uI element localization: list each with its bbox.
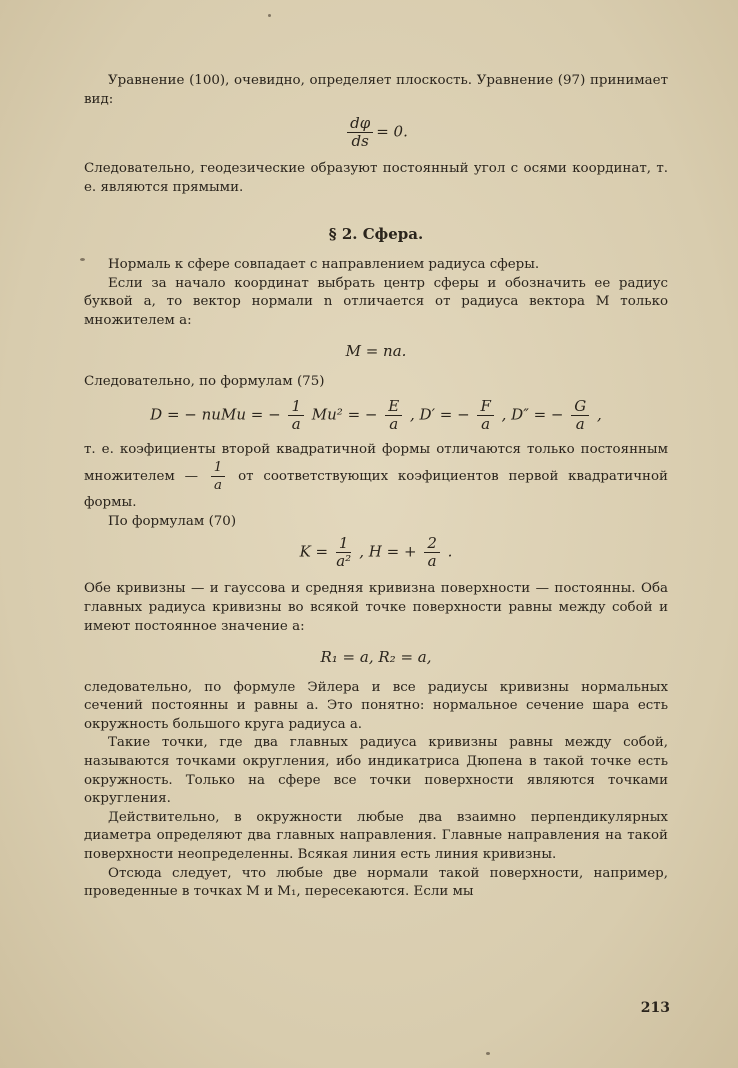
page-text (84, 72, 668, 902)
paragraph-5: Следовательно, по формулам (75) (84, 373, 325, 389)
print-speck (268, 14, 271, 17)
paragraph-10: Такие точки, где два главных радиуса кривизны равны между собой, называются точками округления, ибо индикатриса Дюпена в такой точке есть окружность. Только на сфере все точки поверхности являются точками округления. (84, 735, 668, 807)
paragraph-8: Обе кривизны — и гауссова и средняя кривизна поверхности — постоянны. Оба главных радиуса кривизны во всякой точке поверхности равны между собой и имеют постоянное значение a: (84, 581, 668, 634)
paragraph-3: Нормаль к сфере совпадает с направлением радиуса сферы. (108, 256, 540, 272)
fraction-dphi-ds: $\frac{d\varphi}{ds}$ (347, 115, 373, 150)
paragraph-11: Действительно, в окружности любые два взаимно перпендикулярных диаметра определяют два главных направления. Главные направления на такой поверхности неопределенны. Всякая линия есть линия кривизны. (84, 809, 668, 863)
paragraph-12: Отсюда следует, что любые две нормали такой поверхности, например, проведенные в точках M и M₁, пересекаются. Если мы (84, 865, 668, 900)
paragraph-2: Следовательно, геодезические образуют постоянный угол с осями координат, т. е. являются прямыми. (84, 161, 668, 195)
paragraph-4: Если за начало координат выбрать центр сферы и обозначить ее радиус буквой a, то вектор нормали n отличается от радиуса вектора M только множителем a: (84, 275, 668, 328)
paragraph-1: Уравнение (100), очевидно, определяет плоскость. Уравнение (97) принимает вид: (84, 73, 668, 107)
formula-dphi-ds: $\frac{d\varphi}{ds}$ = 0. (84, 115, 668, 150)
paragraph-6: т. е. коэфициенты второй квадратичной формы отличаются только постоянным множителем — $\frac{1}{a}$ от соответствующих коэфициентов первой квадратичной формы. (84, 441, 668, 511)
formula-K-H: K = $\frac{1}{\text{a²}}$ , H = + $\frac{2}{a}$ . (299, 534, 453, 571)
formula-M-na: M = na. (345, 342, 407, 361)
paragraph-9: следовательно, по формуле Эйлера и все радиусы кривизны нормальных сечений постоянны и равны a. Это понятно: нормальное сечение шара есть окружность большого круга радиуса a. (84, 679, 668, 732)
section-heading: § 2. Сфера. (328, 225, 424, 244)
page-number: 213 (640, 1000, 670, 1016)
formula-D-coefficients: D = − nuMu = − $\frac{1}{a}$ Mu² = − $\frac{E}{a}$ , D′ = − $\frac{F}{a}$ , D″ = − $\frac{G}{a}$ , (150, 396, 602, 433)
formula-R1-R2: R₁ = a, R₂ = a, (320, 648, 432, 667)
paragraph-7: По формулам (70) (108, 513, 237, 529)
print-speck (486, 1052, 490, 1055)
